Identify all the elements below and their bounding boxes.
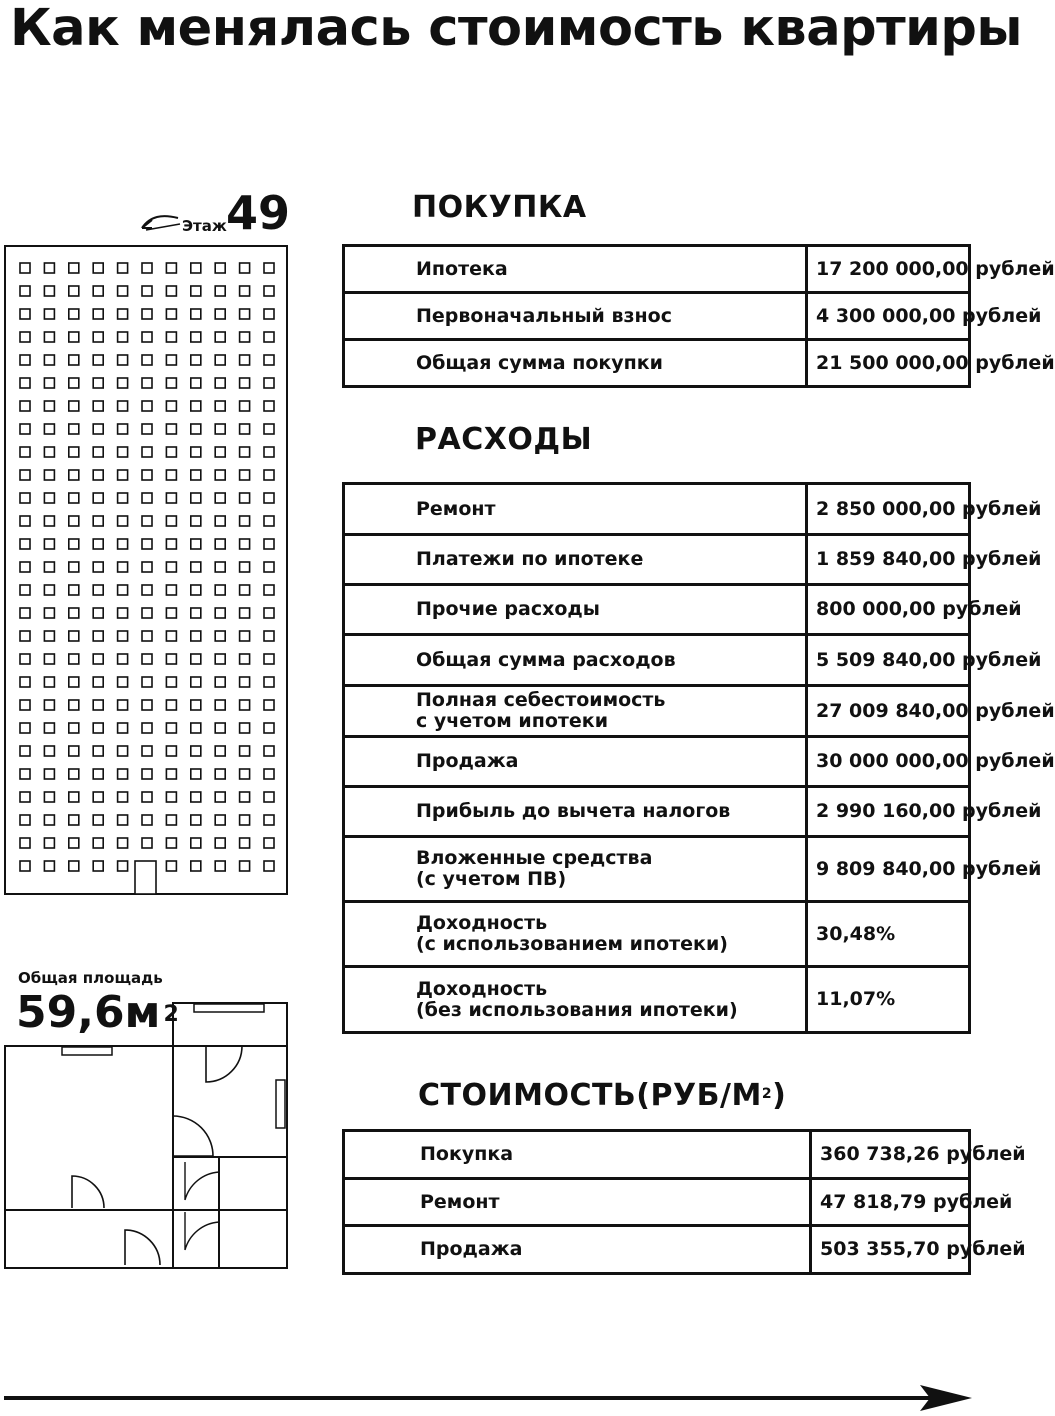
row-label: Ремонт (344, 1179, 811, 1226)
table-row (344, 902, 970, 967)
table-row (344, 484, 970, 535)
floor-word: Этаж (182, 217, 227, 235)
table-row (344, 1179, 970, 1226)
table-row (344, 1226, 970, 1274)
table-row (344, 967, 970, 1033)
row-value: 2 990 160,00 рублей (807, 787, 970, 837)
row-label (344, 967, 807, 1033)
row-label: Ипотека (344, 246, 807, 293)
section-title-cost (418, 1078, 786, 1114)
row-label: Продажа (344, 1226, 811, 1274)
row-value: 4 300 000,00 рублей (807, 293, 970, 340)
row-label-line1: Полная себестоимость (416, 689, 666, 711)
row-value: 800 000,00 рублей (807, 585, 970, 635)
row-label: Общая сумма покупки (344, 340, 807, 387)
row-label-line1: Доходность (416, 977, 548, 1000)
row-value: 360 738,26 рублей (811, 1131, 970, 1179)
floor-number: 49 (226, 186, 291, 240)
building-door (135, 861, 156, 894)
row-value: 5 509 840,00 рублей (807, 635, 970, 686)
row-label (344, 686, 807, 737)
row-value: 9 809 840,00 рублей (807, 837, 970, 902)
table-row (344, 686, 970, 737)
area-unit-sup: 2 (163, 1002, 179, 1027)
swoosh-arrow-icon (140, 206, 184, 236)
row-value: 21 500 000,00 рублей (807, 340, 970, 387)
cost-title-end: ) (772, 1078, 787, 1113)
row-value: 30,48% (807, 902, 970, 967)
row-value: 27 009 840,00 рублей (807, 686, 970, 737)
row-label: Ремонт (344, 484, 807, 535)
area-label: Общая площадь (18, 969, 163, 987)
table-row (344, 837, 970, 902)
table-row (344, 535, 970, 585)
expenses-table (342, 482, 1055, 1034)
cost-table (342, 1129, 1026, 1275)
area-number: 59,6м (16, 987, 161, 1038)
table-row (344, 787, 970, 837)
purchase-table (342, 244, 1055, 388)
row-value: 47 818,79 рублей (811, 1179, 970, 1226)
table-row (344, 340, 970, 387)
row-value: 1 859 840,00 рублей (807, 535, 970, 585)
floor-plan-illustration (4, 1002, 290, 1272)
row-label (344, 837, 807, 902)
row-value: 503 355,70 рублей (811, 1226, 970, 1274)
table-row (344, 293, 970, 340)
table-row (344, 1131, 970, 1179)
row-label-line2: (с использованием ипотеки) (416, 933, 728, 955)
row-label: Прибыль до вычета налогов (344, 787, 807, 837)
row-label-line2: с учетом ипотеки (416, 710, 609, 732)
row-label-line2: (с учетом ПВ) (416, 868, 567, 890)
table-row (344, 635, 970, 686)
row-label-line1: Вложенные средства (416, 847, 653, 869)
row-label (344, 902, 807, 967)
floor-indicator (140, 186, 300, 242)
row-value: 30 000 000,00 рублей (807, 737, 970, 787)
row-label: Первоначальный взнос (344, 293, 807, 340)
row-label: Прочие расходы (344, 585, 807, 635)
row-label: Продажа (344, 737, 807, 787)
cost-title-text: СТОИМОСТЬ(РУБ/М (418, 1078, 762, 1113)
timeline-arrow-icon (0, 1382, 977, 1416)
row-label: Покупка (344, 1131, 811, 1179)
row-value: 11,07% (807, 967, 970, 1033)
row-label-line2: (без использования ипотеки) (416, 998, 738, 1021)
table-row (344, 585, 970, 635)
row-value: 17 200 000,00 рублей (807, 246, 970, 293)
table-row (344, 737, 970, 787)
page-title: Как менялась стоимость квартиры (10, 0, 1023, 58)
section-title-expenses: РАСХОДЫ (415, 422, 593, 457)
building-illustration (4, 245, 290, 897)
row-label: Платежи по ипотеке (344, 535, 807, 585)
cost-title-sup: 2 (761, 1086, 773, 1102)
row-label: Общая сумма расходов (344, 635, 807, 686)
section-title-purchase: ПОКУПКА (412, 190, 587, 225)
row-value: 2 850 000,00 рублей (807, 484, 970, 535)
table-row (344, 246, 970, 293)
row-label-line1: Доходность (416, 912, 548, 934)
